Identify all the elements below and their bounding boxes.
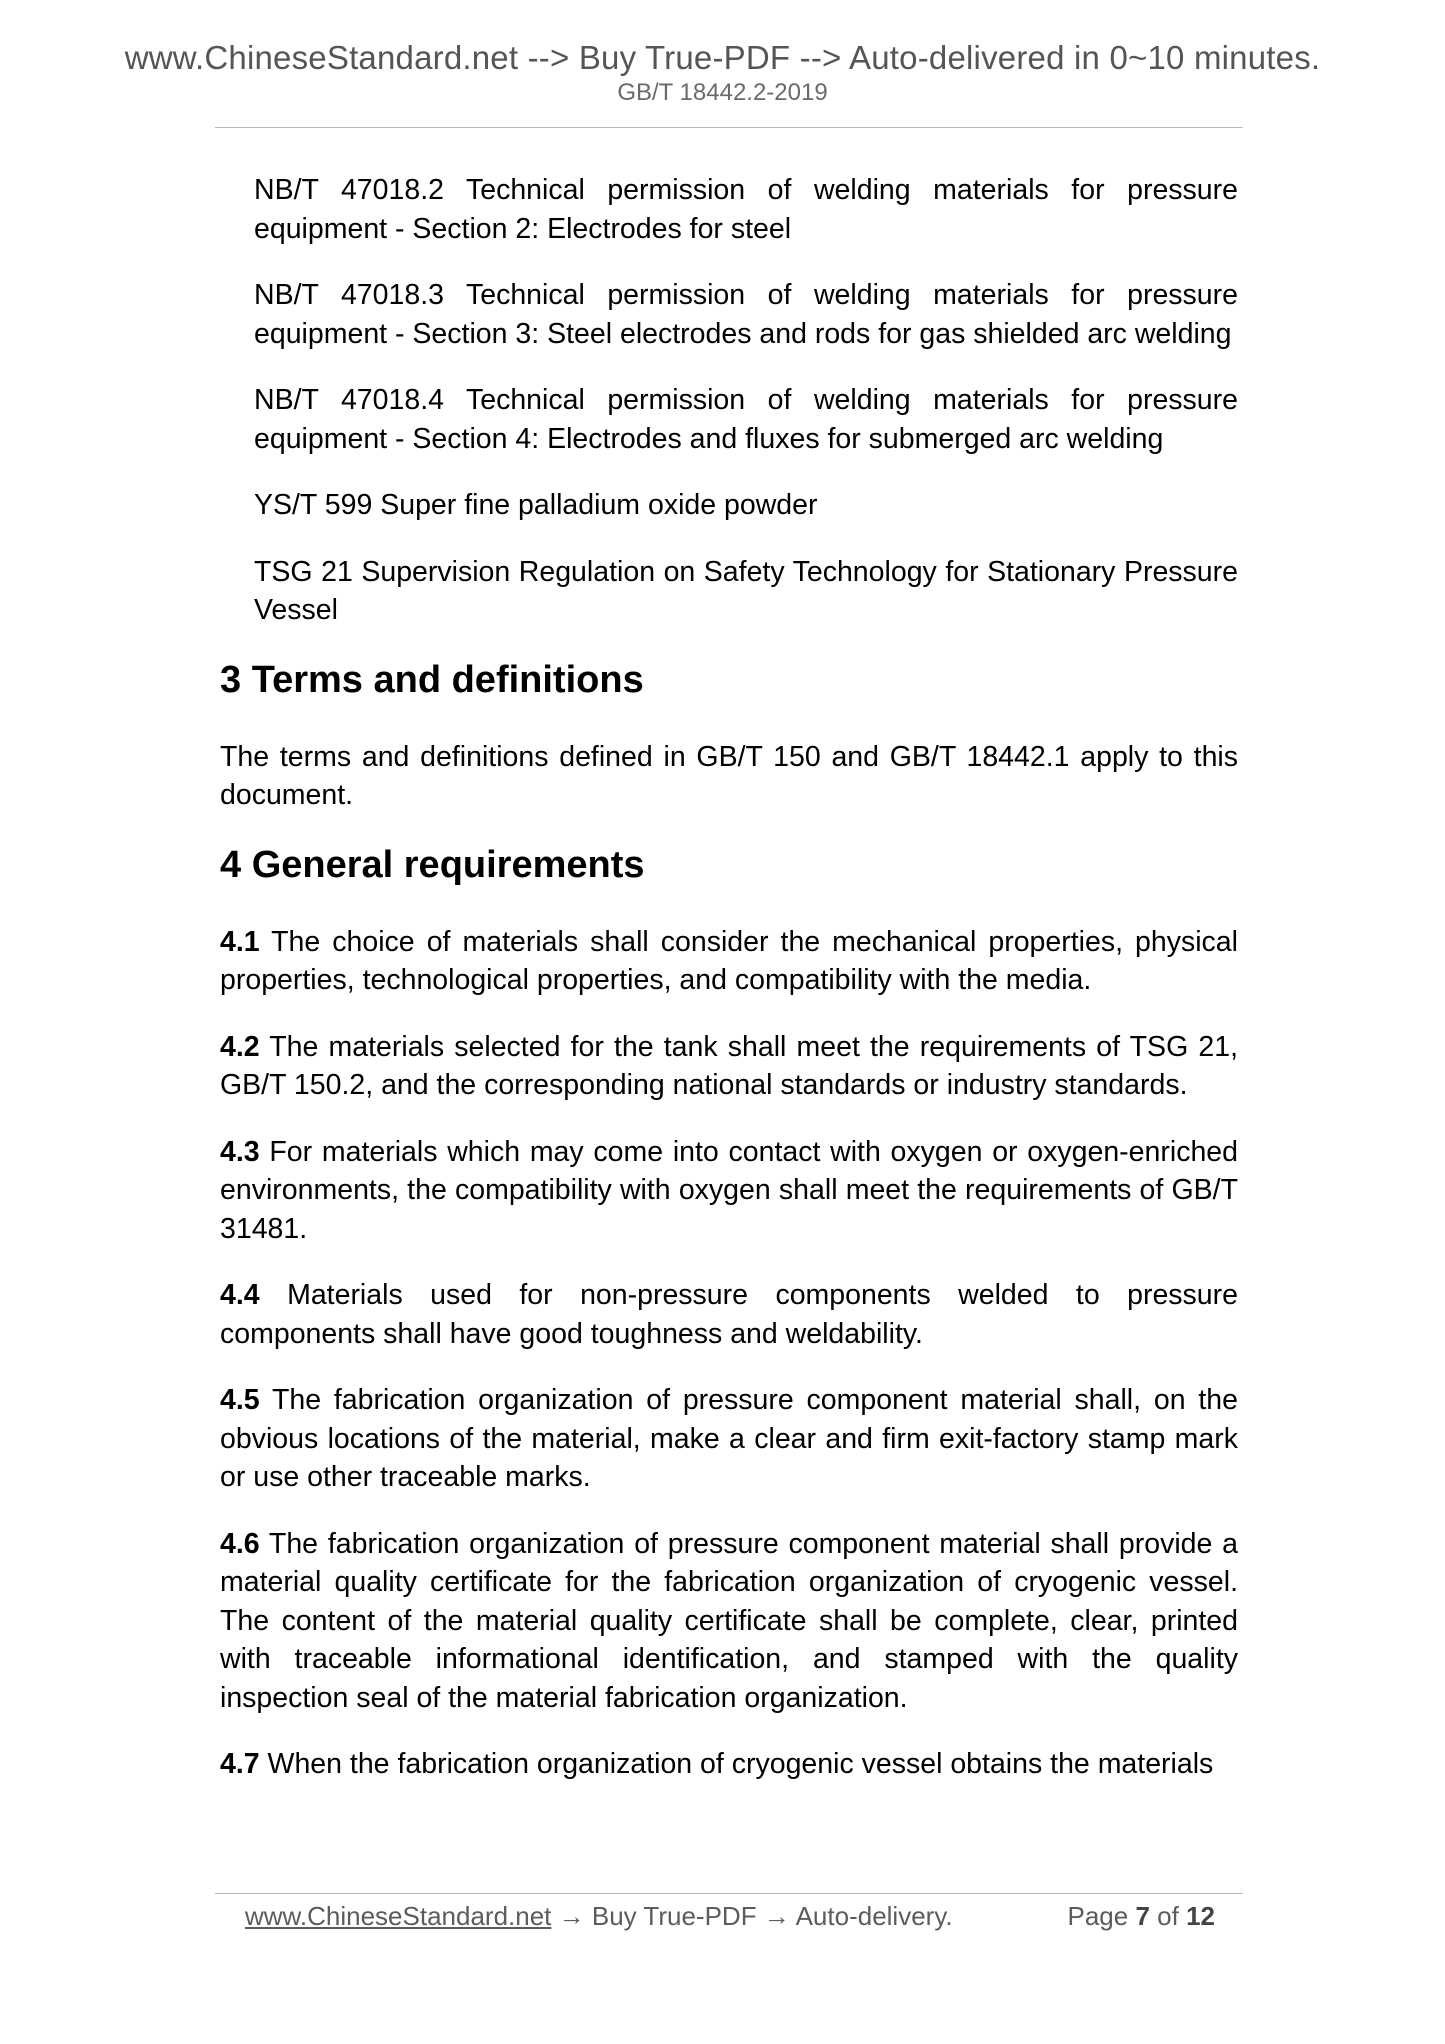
clause-number: 4.4 [220,1279,260,1311]
clause-number: 4.3 [220,1135,260,1168]
section-3-heading: 3 Terms and definitions [220,658,644,701]
normative-reference-list [220,171,1238,630]
page-footer [245,1900,1215,1932]
clause-text: The materials selected for the tank shall meet the requirements of TSG 21, GB/T 150.2, and the corresponding national standards or industry standards. [220,1030,1238,1101]
clause-4-5 [220,1381,1238,1497]
page-number: 7 [1135,1901,1150,1931]
clause-number: 4.5 [220,1384,260,1416]
document-body [220,171,1238,1812]
clause-4-3 [220,1133,1238,1249]
page-label: Page [1067,1901,1129,1931]
header-divider [215,127,1243,128]
clause-4-6 [220,1525,1238,1718]
footer-site-link[interactable]: www.ChineseStandard.net [245,1901,552,1931]
reference-item: NB/T 47018.3 Technical permission of welding materials for pressure equipment - Section 3: Steel electrodes and rods for gas shielded arc welding [254,279,1238,350]
clause-number: 4.6 [220,1527,260,1560]
clause-text: When the fabrication organization of cryogenic vessel obtains the materials [267,1748,1214,1780]
clause-number: 4.1 [220,925,260,958]
clause-text: Materials used for non-pressure components welded to pressure components shall have good toughness and weldability. [220,1279,1238,1350]
clause-4-4 [220,1276,1238,1353]
footer-delivery-text: → Buy True-PDF → Auto-delivery. [558,1901,953,1931]
total-pages: 12 [1186,1901,1215,1931]
of-label: of [1157,1901,1179,1931]
section-3-text: The terms and definitions defined in GB/T 150 and GB/T 18442.1 apply to this document. [220,740,1238,811]
reference-item: NB/T 47018.4 Technical permission of welding materials for pressure equipment - Section 4: Electrodes and fluxes for submerged arc welding [254,384,1238,455]
reference-item: TSG 21 Supervision Regulation on Safety Technology for Stationary Pressure Vessel [254,555,1238,626]
reference-item: NB/T 47018.2 Technical permission of welding materials for pressure equipment - Section 2: Electrodes for steel [254,174,1238,245]
header-banner: www.ChineseStandard.net --> Buy True-PDF --> Auto-delivered in 0~10 minutes. [124,39,1321,76]
clause-text: The fabrication organization of pressure component material shall provide a material quality certificate for the fabrication organization of cryogenic vessel. The content of the material quality certificate shall be complete, clear, printed with traceable informational identification, and stamped with the quality inspection seal of the material fabrication organization. [220,1527,1239,1714]
clause-text: The fabrication organization of pressure component material shall, on the obvious locations of the material, make a clear and firm exit-factory stamp mark or use other traceable marks. [220,1384,1239,1493]
page-indicator [1067,1900,1215,1932]
clause-4-2 [220,1028,1238,1105]
clause-number: 4.7 [220,1748,260,1780]
clause-number: 4.2 [220,1030,260,1063]
page-header [0,38,1445,107]
reference-item: YS/T 599 Super fine palladium oxide powder [254,489,818,521]
clause-text: The choice of materials shall consider the mechanical properties, physical properties, technological properties, and compatibility with the media. [220,925,1238,996]
header-doc-code: GB/T 18442.2-2019 [617,79,828,106]
clause-4-7 [220,1745,1238,1784]
clause-text: For materials which may come into contact with oxygen or oxygen-enriched environments, the compatibility with oxygen shall meet the requirements of GB/T 31481. [220,1135,1238,1245]
section-4-heading: 4 General requirements [220,843,645,886]
footer-divider [215,1893,1243,1894]
clause-4-1 [220,923,1238,1000]
